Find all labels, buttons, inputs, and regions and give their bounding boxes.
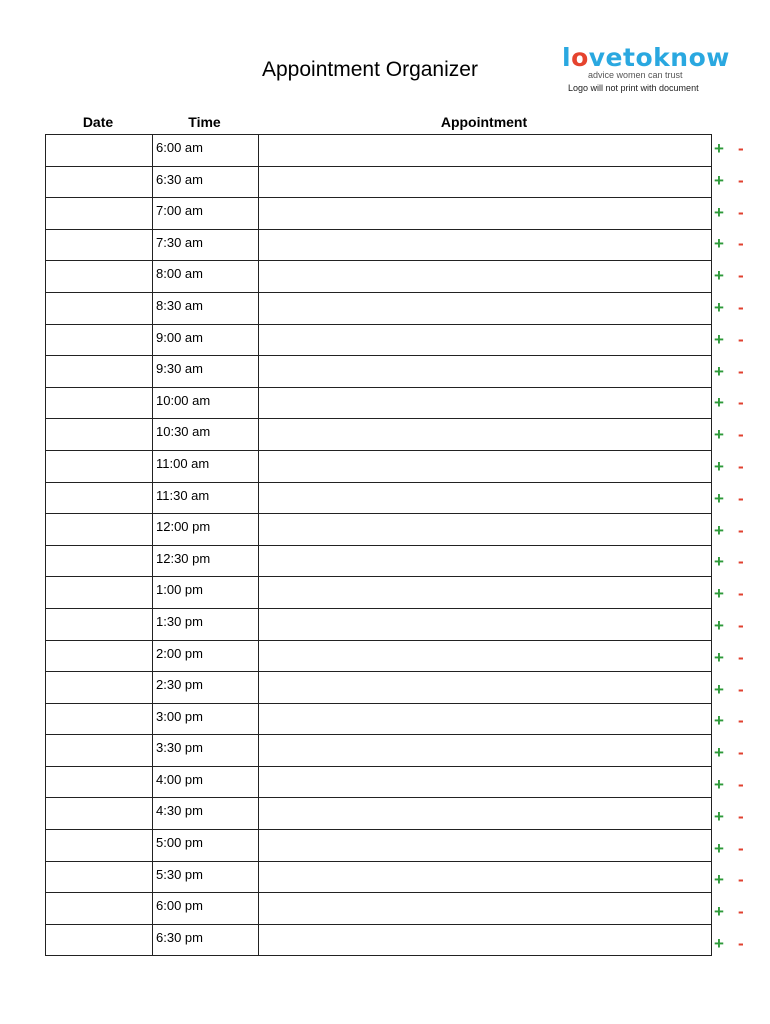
table-row bbox=[46, 261, 712, 293]
row-control-pair bbox=[710, 134, 760, 166]
row-control-pair bbox=[710, 325, 760, 357]
row-control-pair bbox=[710, 865, 760, 897]
appointment-cell[interactable] bbox=[259, 324, 712, 356]
remove-row-button[interactable]: - bbox=[738, 870, 744, 890]
row-control-pair bbox=[710, 897, 760, 929]
appointment-cell[interactable] bbox=[259, 830, 712, 862]
appointment-cell[interactable] bbox=[259, 703, 712, 735]
date-cell[interactable] bbox=[46, 608, 153, 640]
time-cell: 5:30 pm bbox=[153, 861, 259, 893]
time-cell: 12:00 pm bbox=[153, 514, 259, 546]
remove-row-button[interactable]: - bbox=[738, 711, 744, 731]
remove-row-button[interactable]: - bbox=[738, 202, 744, 222]
appointment-cell[interactable] bbox=[259, 861, 712, 893]
add-row-button[interactable]: + bbox=[714, 139, 724, 158]
table-row bbox=[46, 608, 712, 640]
add-row-button[interactable]: + bbox=[714, 933, 724, 953]
table-row bbox=[46, 735, 712, 767]
remove-row-button[interactable]: - bbox=[738, 425, 744, 445]
date-cell[interactable] bbox=[46, 229, 153, 261]
row-control-pair bbox=[710, 420, 760, 452]
table-row bbox=[46, 766, 712, 798]
appointment-cell[interactable] bbox=[259, 292, 712, 324]
remove-row-button[interactable]: - bbox=[738, 902, 744, 922]
table-row bbox=[46, 672, 712, 704]
table-row bbox=[46, 482, 712, 514]
add-row-button[interactable]: + bbox=[714, 266, 724, 286]
time-cell: 9:30 am bbox=[153, 356, 259, 388]
date-cell[interactable] bbox=[46, 766, 153, 798]
remove-row-button[interactable]: - bbox=[738, 170, 744, 190]
add-row-button[interactable]: + bbox=[714, 297, 724, 317]
page-title: Appointment Organizer bbox=[262, 58, 478, 81]
time-cell: 1:30 pm bbox=[153, 608, 259, 640]
header-appointment: Appointment bbox=[440, 114, 528, 130]
time-cell: 12:30 pm bbox=[153, 545, 259, 577]
time-cell: 2:00 pm bbox=[153, 640, 259, 672]
row-control-pair bbox=[710, 579, 760, 611]
date-cell[interactable] bbox=[46, 545, 153, 577]
remove-row-button[interactable]: - bbox=[738, 266, 744, 286]
row-control-pair bbox=[710, 484, 760, 516]
remove-row-button[interactable]: - bbox=[738, 743, 744, 763]
time-cell: 6:30 am bbox=[153, 166, 259, 198]
appointment-cell[interactable] bbox=[259, 577, 712, 609]
date-cell[interactable] bbox=[46, 482, 153, 514]
date-cell[interactable] bbox=[46, 924, 153, 956]
date-cell[interactable] bbox=[46, 830, 153, 862]
table-row bbox=[46, 419, 712, 451]
table-row bbox=[46, 577, 712, 609]
time-cell: 6:30 pm bbox=[153, 924, 259, 956]
date-cell[interactable] bbox=[46, 198, 153, 230]
row-control-pair bbox=[710, 388, 760, 420]
row-control-pair bbox=[710, 229, 760, 261]
add-row-button[interactable]: + bbox=[714, 711, 724, 731]
remove-row-button[interactable]: - bbox=[738, 615, 744, 635]
table-row bbox=[46, 356, 712, 388]
date-cell[interactable] bbox=[46, 514, 153, 546]
date-cell[interactable] bbox=[46, 135, 153, 167]
add-row-button[interactable]: + bbox=[714, 425, 724, 445]
add-row-button[interactable]: + bbox=[714, 647, 724, 667]
remove-row-button[interactable]: - bbox=[738, 361, 744, 381]
remove-row-button[interactable]: - bbox=[738, 552, 744, 572]
table-row bbox=[46, 135, 712, 167]
add-row-button[interactable]: + bbox=[714, 456, 724, 476]
row-control-pair bbox=[710, 643, 760, 675]
date-cell[interactable] bbox=[46, 261, 153, 293]
appointment-cell[interactable] bbox=[259, 356, 712, 388]
appointment-cell[interactable] bbox=[259, 482, 712, 514]
date-cell[interactable] bbox=[46, 166, 153, 198]
row-control-pair bbox=[710, 802, 760, 834]
appointment-table bbox=[45, 134, 712, 956]
appointment-cell[interactable] bbox=[259, 419, 712, 451]
row-control-pair bbox=[710, 706, 760, 738]
remove-row-button[interactable]: - bbox=[738, 297, 744, 317]
date-cell[interactable] bbox=[46, 735, 153, 767]
date-cell[interactable] bbox=[46, 672, 153, 704]
logo-tagline: advice women can trust bbox=[588, 70, 683, 80]
time-cell: 4:00 pm bbox=[153, 766, 259, 798]
logo-wordmark: lovetoknow bbox=[562, 43, 730, 72]
row-control-pair bbox=[710, 293, 760, 325]
date-cell[interactable] bbox=[46, 356, 153, 388]
table-row bbox=[46, 166, 712, 198]
appointment-cell[interactable] bbox=[259, 924, 712, 956]
row-control-pair bbox=[710, 738, 760, 770]
add-row-button[interactable]: + bbox=[714, 393, 724, 413]
appointment-cell[interactable] bbox=[259, 545, 712, 577]
remove-row-button[interactable]: - bbox=[738, 584, 744, 604]
remove-row-button[interactable]: - bbox=[738, 139, 744, 158]
date-cell[interactable] bbox=[46, 703, 153, 735]
date-cell[interactable] bbox=[46, 861, 153, 893]
date-cell[interactable] bbox=[46, 577, 153, 609]
time-cell: 7:30 am bbox=[153, 229, 259, 261]
add-row-button[interactable]: + bbox=[714, 902, 724, 922]
add-row-button[interactable]: + bbox=[714, 870, 724, 890]
row-control-pair bbox=[710, 198, 760, 230]
date-cell[interactable] bbox=[46, 387, 153, 419]
time-cell: 6:00 pm bbox=[153, 893, 259, 925]
row-control-pair bbox=[710, 547, 760, 579]
date-cell[interactable] bbox=[46, 419, 153, 451]
add-row-button[interactable]: + bbox=[714, 488, 724, 508]
row-control-pair bbox=[710, 770, 760, 802]
time-cell: 7:00 am bbox=[153, 198, 259, 230]
date-cell[interactable] bbox=[46, 640, 153, 672]
row-control-pair bbox=[710, 261, 760, 293]
appointment-cell[interactable] bbox=[259, 735, 712, 767]
appointment-cell[interactable] bbox=[259, 608, 712, 640]
row-control-pair bbox=[710, 516, 760, 548]
remove-row-button[interactable]: - bbox=[738, 838, 744, 858]
remove-row-button[interactable]: - bbox=[738, 329, 744, 349]
date-cell[interactable] bbox=[46, 450, 153, 482]
table-row bbox=[46, 893, 712, 925]
appointment-cell[interactable] bbox=[259, 387, 712, 419]
appointment-cell[interactable] bbox=[259, 766, 712, 798]
appointment-cell[interactable] bbox=[259, 893, 712, 925]
time-cell: 8:30 am bbox=[153, 292, 259, 324]
table-row bbox=[46, 703, 712, 735]
date-cell[interactable] bbox=[46, 292, 153, 324]
add-row-button[interactable]: + bbox=[714, 170, 724, 190]
add-row-button[interactable]: + bbox=[714, 743, 724, 763]
row-control-pair bbox=[710, 834, 760, 866]
add-row-button[interactable]: + bbox=[714, 234, 724, 254]
add-row-button[interactable]: + bbox=[714, 552, 724, 572]
table-row bbox=[46, 450, 712, 482]
remove-row-button[interactable]: - bbox=[738, 393, 744, 413]
add-row-button[interactable]: + bbox=[714, 520, 724, 540]
remove-row-button[interactable]: - bbox=[738, 933, 744, 953]
time-cell: 9:00 am bbox=[153, 324, 259, 356]
column-headers bbox=[0, 114, 770, 134]
lovetoknow-logo bbox=[562, 43, 730, 93]
time-cell: 3:00 pm bbox=[153, 703, 259, 735]
appointment-cell[interactable] bbox=[259, 229, 712, 261]
table-row bbox=[46, 514, 712, 546]
appointment-cell[interactable] bbox=[259, 166, 712, 198]
appointment-cell[interactable] bbox=[259, 514, 712, 546]
remove-row-button[interactable]: - bbox=[738, 456, 744, 476]
remove-row-button[interactable]: - bbox=[738, 806, 744, 826]
table-row bbox=[46, 924, 712, 956]
time-cell: 1:00 pm bbox=[153, 577, 259, 609]
time-cell: 2:30 pm bbox=[153, 672, 259, 704]
time-cell: 3:30 pm bbox=[153, 735, 259, 767]
date-cell[interactable] bbox=[46, 798, 153, 830]
remove-row-button[interactable]: - bbox=[738, 679, 744, 699]
add-row-button[interactable]: + bbox=[714, 361, 724, 381]
table-row bbox=[46, 798, 712, 830]
add-row-button[interactable]: + bbox=[714, 679, 724, 699]
table-row bbox=[46, 324, 712, 356]
appointment-cell[interactable] bbox=[259, 672, 712, 704]
time-cell: 8:00 am bbox=[153, 261, 259, 293]
table-row bbox=[46, 861, 712, 893]
time-cell: 4:30 pm bbox=[153, 798, 259, 830]
add-row-button[interactable]: + bbox=[714, 838, 724, 858]
remove-row-button[interactable]: - bbox=[738, 234, 744, 254]
add-row-button[interactable]: + bbox=[714, 806, 724, 826]
row-control-pair bbox=[710, 166, 760, 198]
header-date: Date bbox=[82, 114, 114, 130]
add-row-button[interactable]: + bbox=[714, 584, 724, 604]
header-time: Time bbox=[188, 114, 221, 130]
add-row-button[interactable]: + bbox=[714, 774, 724, 794]
appointment-cell[interactable] bbox=[259, 261, 712, 293]
time-cell: 10:30 am bbox=[153, 419, 259, 451]
table-row bbox=[46, 198, 712, 230]
add-row-button[interactable]: + bbox=[714, 202, 724, 222]
appointment-cell[interactable] bbox=[259, 198, 712, 230]
row-control-pair bbox=[710, 675, 760, 707]
logo-print-note: Logo will not print with document bbox=[568, 83, 699, 93]
table-row bbox=[46, 830, 712, 862]
row-controls bbox=[710, 134, 760, 961]
appointment-cell[interactable] bbox=[259, 450, 712, 482]
appointment-cell[interactable] bbox=[259, 640, 712, 672]
remove-row-button[interactable]: - bbox=[738, 520, 744, 540]
table-row bbox=[46, 545, 712, 577]
table-row bbox=[46, 640, 712, 672]
add-row-button[interactable]: + bbox=[714, 329, 724, 349]
table-row bbox=[46, 292, 712, 324]
row-control-pair bbox=[710, 929, 760, 961]
time-cell: 11:00 am bbox=[153, 450, 259, 482]
row-control-pair bbox=[710, 357, 760, 389]
time-cell: 10:00 am bbox=[153, 387, 259, 419]
time-cell: 5:00 pm bbox=[153, 830, 259, 862]
row-control-pair bbox=[710, 452, 760, 484]
add-row-button[interactable]: + bbox=[714, 615, 724, 635]
appointment-cell[interactable] bbox=[259, 135, 712, 167]
date-cell[interactable] bbox=[46, 324, 153, 356]
date-cell[interactable] bbox=[46, 893, 153, 925]
table-row bbox=[46, 387, 712, 419]
time-cell: 11:30 am bbox=[153, 482, 259, 514]
remove-row-button[interactable]: - bbox=[738, 647, 744, 667]
row-control-pair bbox=[710, 611, 760, 643]
remove-row-button[interactable]: - bbox=[738, 488, 744, 508]
appointment-cell[interactable] bbox=[259, 798, 712, 830]
remove-row-button[interactable]: - bbox=[738, 774, 744, 794]
time-cell: 6:00 am bbox=[153, 135, 259, 167]
table-row bbox=[46, 229, 712, 261]
